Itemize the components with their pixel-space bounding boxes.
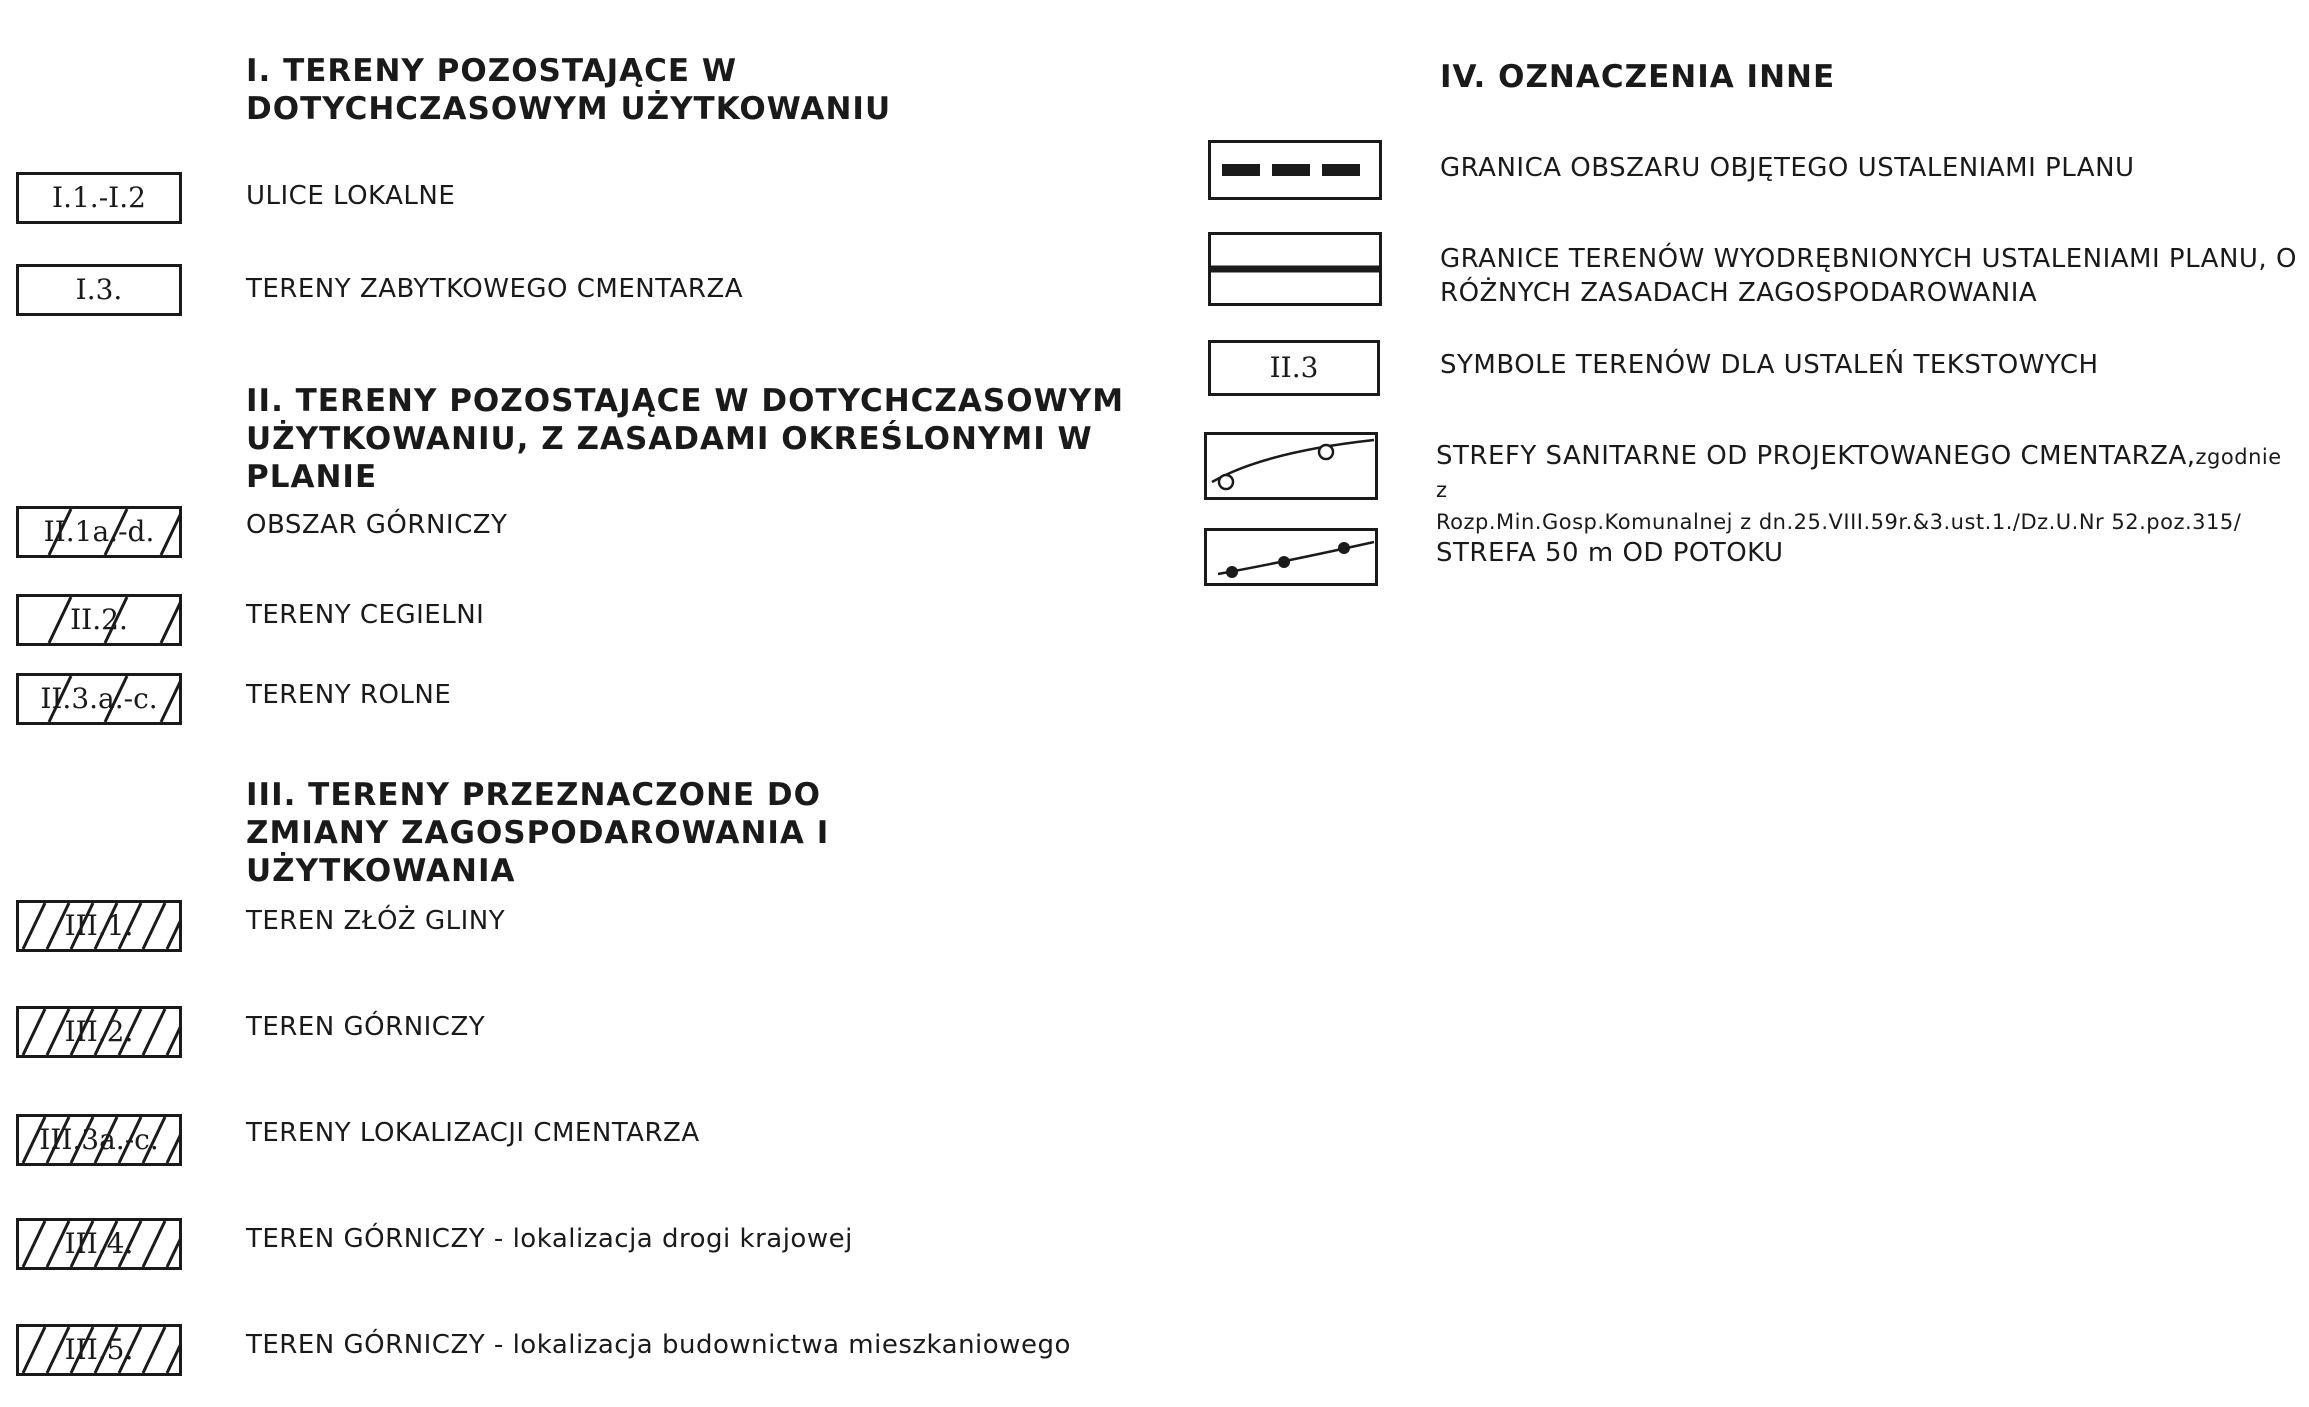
legend-code: I.1.-I.2: [52, 181, 146, 214]
legend-label-cmentarz-zabytkowy: TERENY ZABYTKOWEGO CMENTARZA: [246, 274, 744, 304]
legend-box-II-3: [16, 673, 182, 725]
label-line-1: GRANICE TERENÓW WYODRĘBNIONYCH USTALENIAMI PLANU, O: [1440, 244, 2297, 274]
legend-label-teren-gorniczy: [246, 1010, 485, 1044]
label-main: TEREN GÓRNICZY: [246, 1012, 486, 1042]
symbol-code-box: [1208, 340, 1380, 396]
legend-label-lokalizacja-cmentarza: [246, 1116, 700, 1150]
legend-code: II.3: [1269, 351, 1319, 384]
legend-code: II.1a.-d.: [43, 515, 155, 548]
legend-box-I-3: [16, 264, 182, 316]
legend-label-tereny-rolne: TERENY ROLNE: [246, 680, 452, 710]
legend-label-granice-terenow: [1440, 242, 2300, 310]
sanitary-zone-symbol: [1204, 432, 1378, 500]
legend-code: II.2.: [70, 603, 128, 636]
legend-code: III.4.: [64, 1227, 134, 1260]
section-1-title: I. TERENY POZOSTAJĄCE W DOTYCHCZASOWYM UŻYTKOWANIU: [246, 53, 892, 127]
legend-label-ulice-lokalne: ULICE LOKALNE: [246, 181, 456, 211]
legend-code: III.2.: [64, 1015, 134, 1048]
legend-code: III.1.: [64, 909, 134, 942]
legend-code: III.5.: [64, 1333, 134, 1366]
legend-box-I-1-2: [16, 172, 182, 224]
legend-code: II.3.a.-c.: [40, 682, 158, 715]
label-suffix: zgodnie z: [1436, 445, 2282, 502]
legend-box-III-1: [16, 900, 182, 952]
legend-label-droga-krajowa: [246, 1222, 853, 1256]
section-3-title: III. TERENY PRZEZNACZONE DO ZMIANY ZAGOSPODAROWANIA I UŻYTKOWANIA: [246, 777, 830, 889]
label-line-2: Rozp.Min.Gosp.Komunalnej z dn.25.VIII.59r.&3.ust.1./Dz.U.Nr 52.poz.315/: [1436, 510, 2242, 534]
legend-box-II-1: [16, 506, 182, 558]
label-suffix: - lokalizacja drogi krajowej: [485, 1224, 853, 1254]
legend-box-III-4: [16, 1218, 182, 1270]
legend-label-budownictwo-mieszkaniowe: [246, 1328, 1071, 1362]
label-suffix: - lokalizacja budownictwa mieszkaniowego: [485, 1330, 1071, 1360]
dashed-boundary-symbol: [1208, 140, 1382, 200]
label-main: STREFY SANITARNE OD PROJEKTOWANEGO CMENTARZA,: [1436, 441, 2196, 471]
stream-zone-symbol: [1204, 528, 1378, 586]
legend-label-zloza-gliny: [246, 904, 505, 938]
section-4-title: IV. OZNACZENIA INNE: [1440, 59, 1836, 95]
legend-label-obszar-gorniczy: OBSZAR GÓRNICZY: [246, 510, 508, 540]
label-main: TERENY LOKALIZACJI CMENTARZA: [246, 1118, 700, 1148]
legend-box-III-3: [16, 1114, 182, 1166]
legend-box-II-2: [16, 594, 182, 646]
section-2-title: II. TERENY POZOSTAJĄCE W DOTYCHCZASOWYM UŻYTKOWANIU, Z ZASADAMI OKREŚLONYMI W PLANIE: [246, 383, 1125, 495]
legend-code: I.3.: [75, 273, 123, 306]
label-line-1: [1436, 440, 2296, 506]
legend-box-III-2: [16, 1006, 182, 1058]
legend-label-granica-obszaru: GRANICA OBSZARU OBJĘTEGO USTALENIAMI PLANU: [1440, 153, 2135, 183]
label-main: TEREN GÓRNICZY: [246, 1224, 486, 1254]
label-main: TEREN ZŁÓŻ GLINY: [246, 906, 506, 936]
label-line-2: RÓŻNYCH ZASADACH ZAGOSPODAROWANIA: [1440, 278, 2038, 308]
solid-boundary-symbol: [1208, 232, 1382, 306]
legend-label-strefy-sanitarne: [1436, 440, 2296, 538]
legend-label-strefa-potoku: STREFA 50 m OD POTOKU: [1436, 538, 1784, 568]
legend-label-symbole-terenow: SYMBOLE TERENÓW DLA USTALEŃ TEKSTOWYCH: [1440, 350, 2099, 380]
legend-label-tereny-cegielni: TERENY CEGIELNI: [246, 600, 485, 630]
legend-box-III-5: [16, 1324, 182, 1376]
label-main: TEREN GÓRNICZY: [246, 1330, 486, 1360]
legend-code: III.3a.-c.: [39, 1123, 159, 1156]
